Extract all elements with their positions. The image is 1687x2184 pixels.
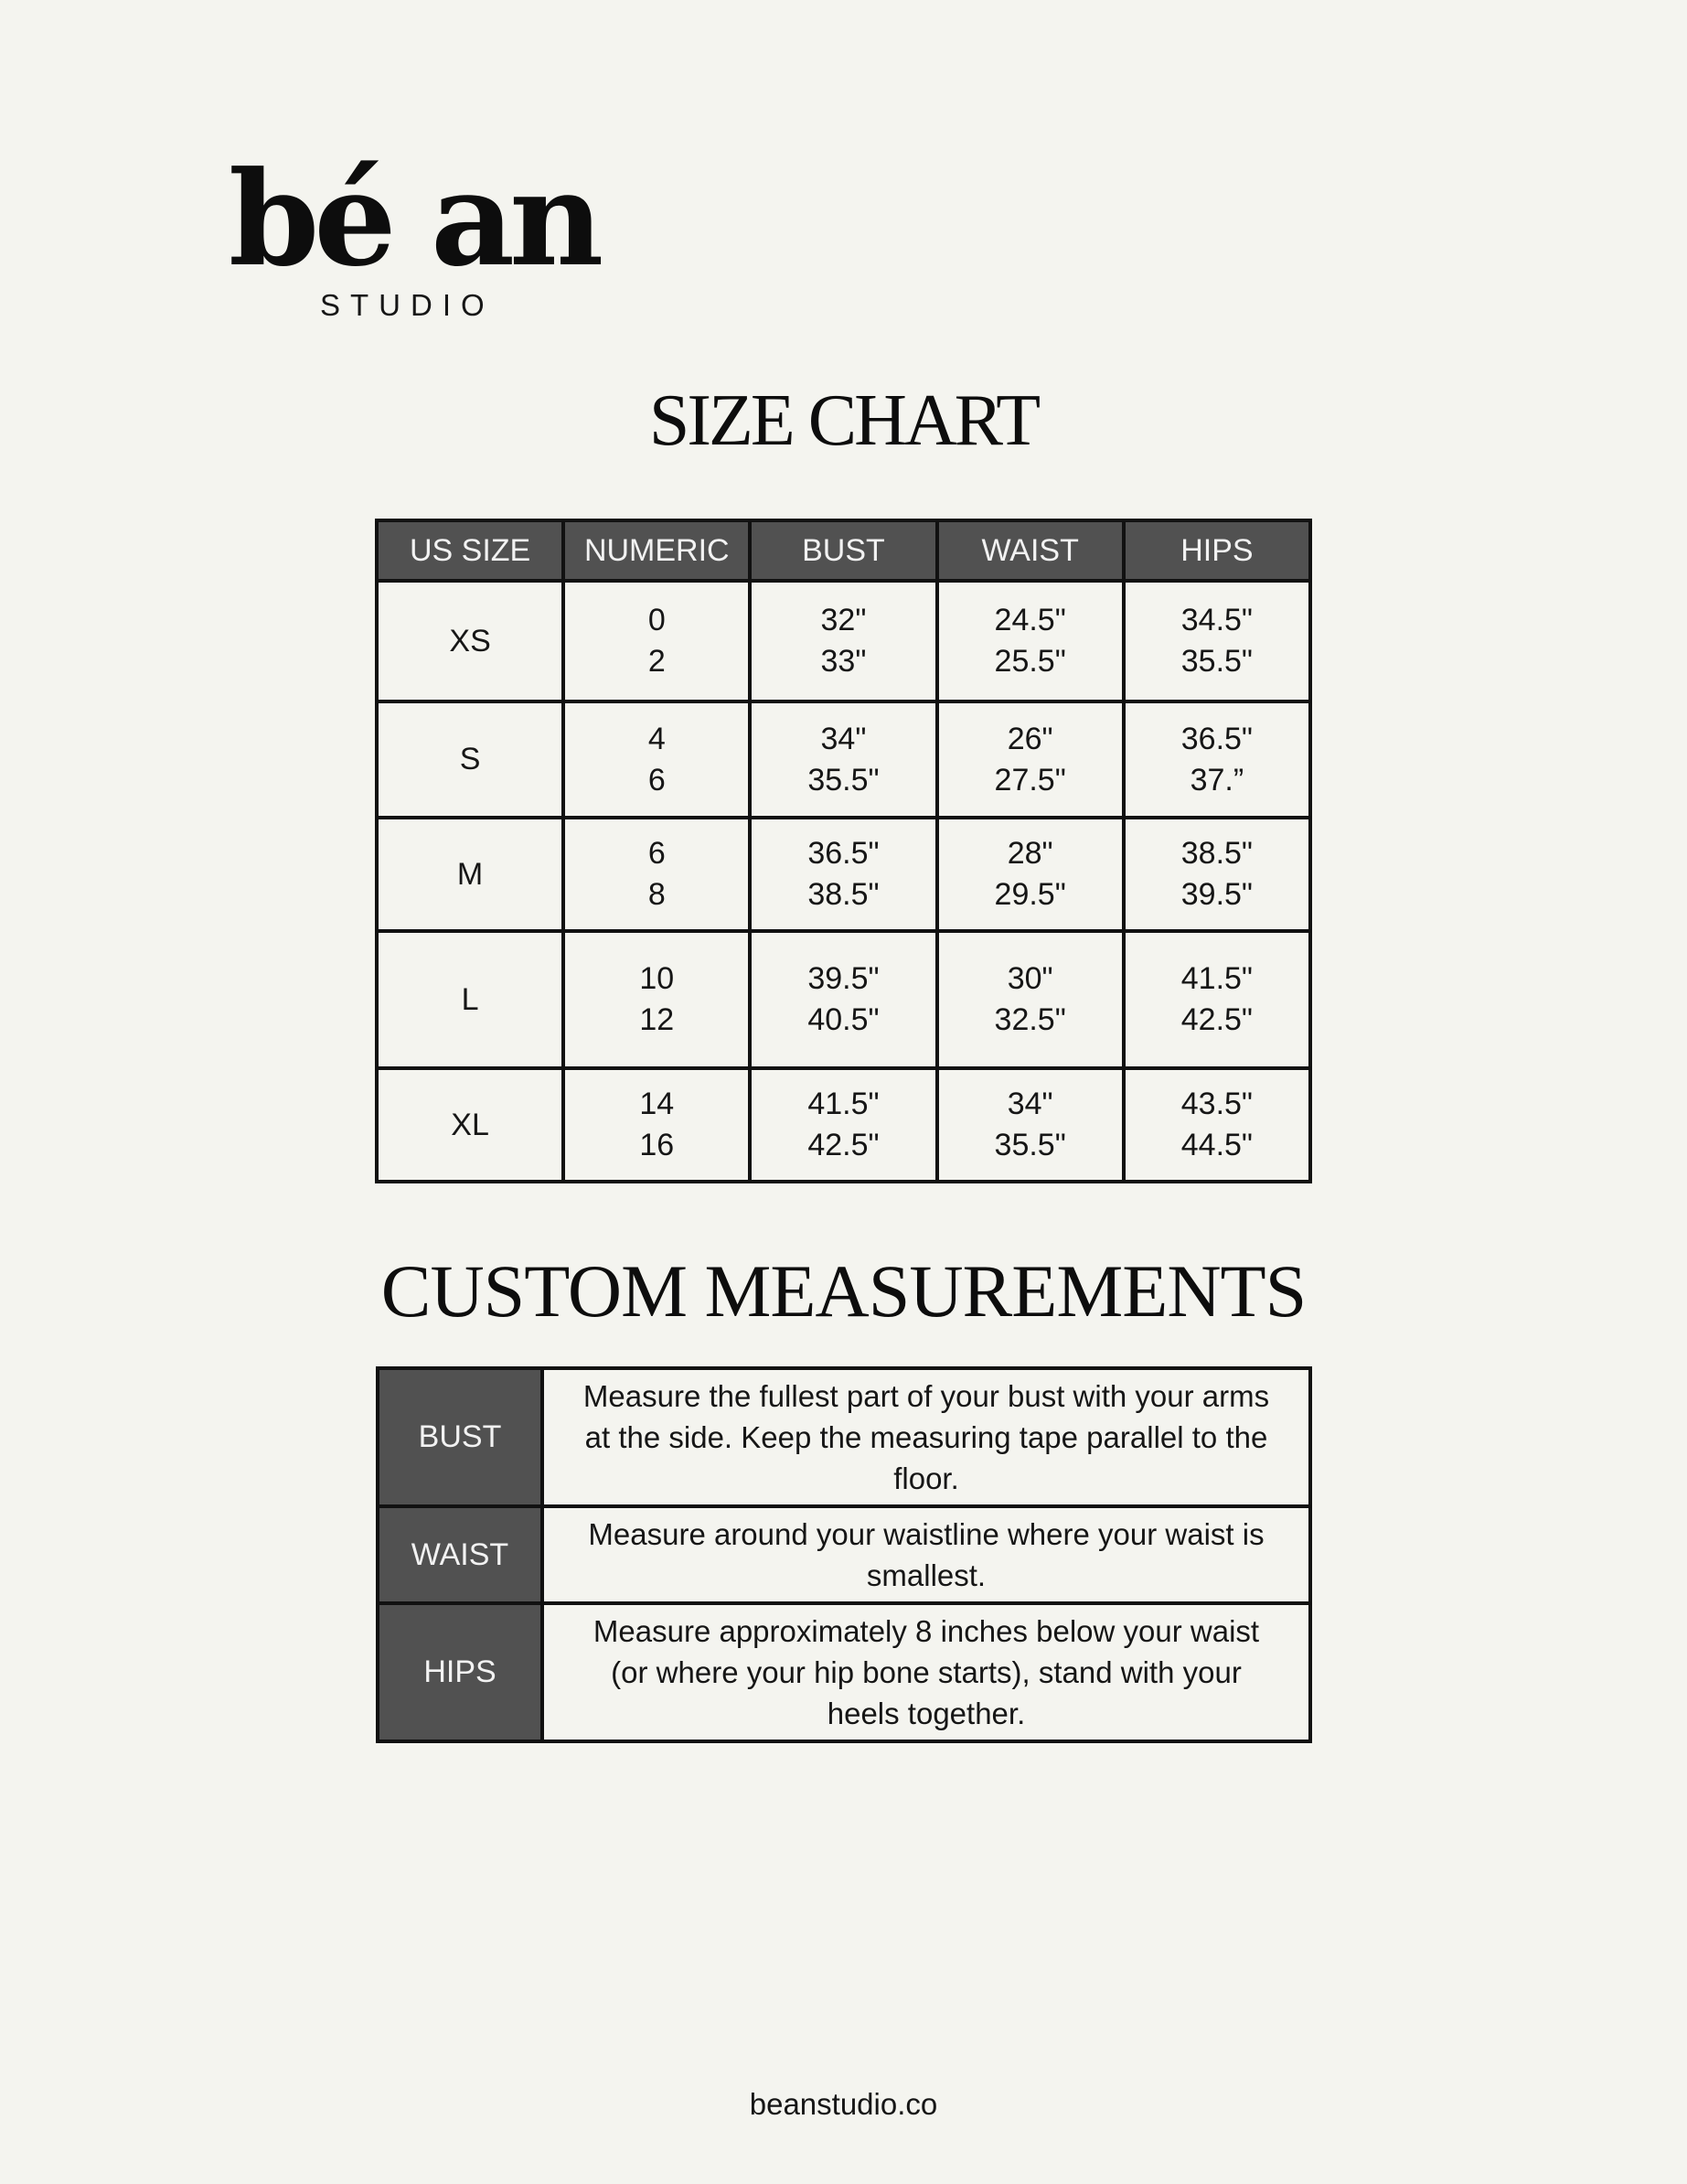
measurement-description	[542, 1506, 1310, 1603]
waist-cell	[937, 701, 1124, 818]
waist-cell	[937, 931, 1124, 1068]
table-row	[377, 1068, 1310, 1182]
numeric-value: 6	[647, 762, 666, 798]
logo-wordmark: bé an	[229, 144, 599, 295]
numeric-cell	[563, 931, 750, 1068]
waist-value: 34"	[1007, 1087, 1053, 1121]
waist-value: 32.5"	[994, 1002, 1066, 1037]
brand-logo	[229, 144, 599, 323]
size-label: M	[377, 818, 563, 931]
measurement-description	[542, 1368, 1310, 1506]
waist-value: 24.5"	[994, 603, 1066, 637]
size-chart-table	[375, 519, 1312, 1183]
table-row	[377, 581, 1310, 701]
description-line: Measure the fullest part of your bust with your arms	[582, 1379, 1270, 1413]
description-line: (or where your hip bone starts), stand with your	[611, 1655, 1242, 1689]
hips-cell	[1124, 1068, 1310, 1182]
hips-value: 35.5"	[1180, 644, 1253, 679]
bust-cell	[750, 818, 936, 931]
description-line: heels together.	[827, 1697, 1026, 1730]
table-row	[377, 931, 1310, 1068]
logo-subtitle: STUDIO	[320, 288, 495, 322]
numeric-value: 6	[647, 836, 666, 871]
custom-measurements-title: CUSTOM MEASUREMENTS	[380, 1249, 1307, 1333]
numeric-value: 8	[647, 877, 666, 912]
size-label: S	[377, 701, 563, 818]
numeric-value: 14	[639, 1087, 675, 1121]
size-label: XL	[377, 1068, 563, 1182]
bust-cell	[750, 931, 936, 1068]
description-line: at the side. Keep the measuring tape parallel to the	[584, 1420, 1268, 1454]
size-chart-header-row	[377, 520, 1310, 581]
numeric-value: 4	[647, 721, 666, 756]
table-row	[377, 818, 1310, 931]
header-numeric: NUMERIC	[563, 520, 750, 581]
waist-value: 29.5"	[994, 877, 1066, 912]
hips-value: 43.5"	[1180, 1087, 1253, 1121]
waist-value: 35.5"	[994, 1128, 1066, 1162]
numeric-cell	[563, 581, 750, 701]
numeric-value: 12	[639, 1002, 675, 1037]
bust-cell	[750, 701, 936, 818]
waist-cell	[937, 581, 1124, 701]
measurement-label: WAIST	[378, 1506, 542, 1603]
numeric-value: 10	[639, 961, 675, 996]
bust-cell	[750, 581, 936, 701]
measurement-label: HIPS	[378, 1603, 542, 1741]
description-line: Measure approximately 8 inches below your waist	[593, 1614, 1260, 1648]
hips-cell	[1124, 818, 1310, 931]
website-url: beanstudio.co	[749, 2087, 938, 2121]
waist-cell	[937, 818, 1124, 931]
bust-cell	[750, 1068, 936, 1182]
waist-value: 25.5"	[994, 644, 1066, 679]
size-label: L	[377, 931, 563, 1068]
hips-cell	[1124, 931, 1310, 1068]
numeric-cell	[563, 701, 750, 818]
waist-value: 27.5"	[994, 762, 1066, 798]
header-waist: WAIST	[937, 520, 1124, 581]
hips-value: 42.5"	[1180, 1002, 1253, 1037]
table-row	[377, 701, 1310, 818]
bust-value: 39.5"	[807, 961, 880, 996]
hips-value: 37.”	[1190, 762, 1244, 798]
hips-value: 39.5"	[1180, 877, 1253, 912]
measurement-description	[542, 1603, 1310, 1741]
bust-value: 36.5"	[807, 836, 880, 871]
hips-value: 41.5"	[1180, 961, 1253, 996]
hips-value: 44.5"	[1180, 1128, 1253, 1162]
description-line: Measure around your waistline where your waist is	[588, 1517, 1265, 1551]
description-line: floor.	[893, 1461, 959, 1495]
description-line: smallest.	[866, 1558, 987, 1592]
measurement-row-bust	[378, 1368, 1310, 1506]
numeric-value: 2	[647, 644, 666, 679]
size-label: XS	[377, 581, 563, 701]
bust-value: 32"	[820, 603, 867, 637]
custom-measurements-table	[376, 1366, 1312, 1743]
hips-cell	[1124, 581, 1310, 701]
bust-value: 33"	[820, 644, 867, 679]
hips-value: 36.5"	[1180, 721, 1253, 756]
waist-value: 26"	[1007, 721, 1053, 756]
hips-cell	[1124, 701, 1310, 818]
hips-value: 38.5"	[1180, 836, 1253, 871]
bust-value: 41.5"	[807, 1087, 880, 1121]
header-us-size: US SIZE	[377, 520, 563, 581]
waist-value: 28"	[1007, 836, 1053, 871]
waist-value: 30"	[1007, 961, 1053, 996]
numeric-value: 0	[647, 603, 666, 637]
bust-value: 34"	[820, 721, 867, 756]
bust-value: 35.5"	[807, 762, 880, 798]
numeric-cell	[563, 818, 750, 931]
numeric-value: 16	[639, 1128, 675, 1162]
bust-value: 42.5"	[807, 1128, 880, 1162]
waist-cell	[937, 1068, 1124, 1182]
measurement-row-hips	[378, 1603, 1310, 1741]
numeric-cell	[563, 1068, 750, 1182]
header-bust: BUST	[750, 520, 936, 581]
measurement-label: BUST	[378, 1368, 542, 1506]
measurement-row-waist	[378, 1506, 1310, 1603]
header-hips: HIPS	[1124, 520, 1310, 581]
bust-value: 38.5"	[807, 877, 880, 912]
bust-value: 40.5"	[807, 1002, 880, 1037]
hips-value: 34.5"	[1180, 603, 1253, 637]
size-chart-title: SIZE CHART	[648, 380, 1039, 461]
